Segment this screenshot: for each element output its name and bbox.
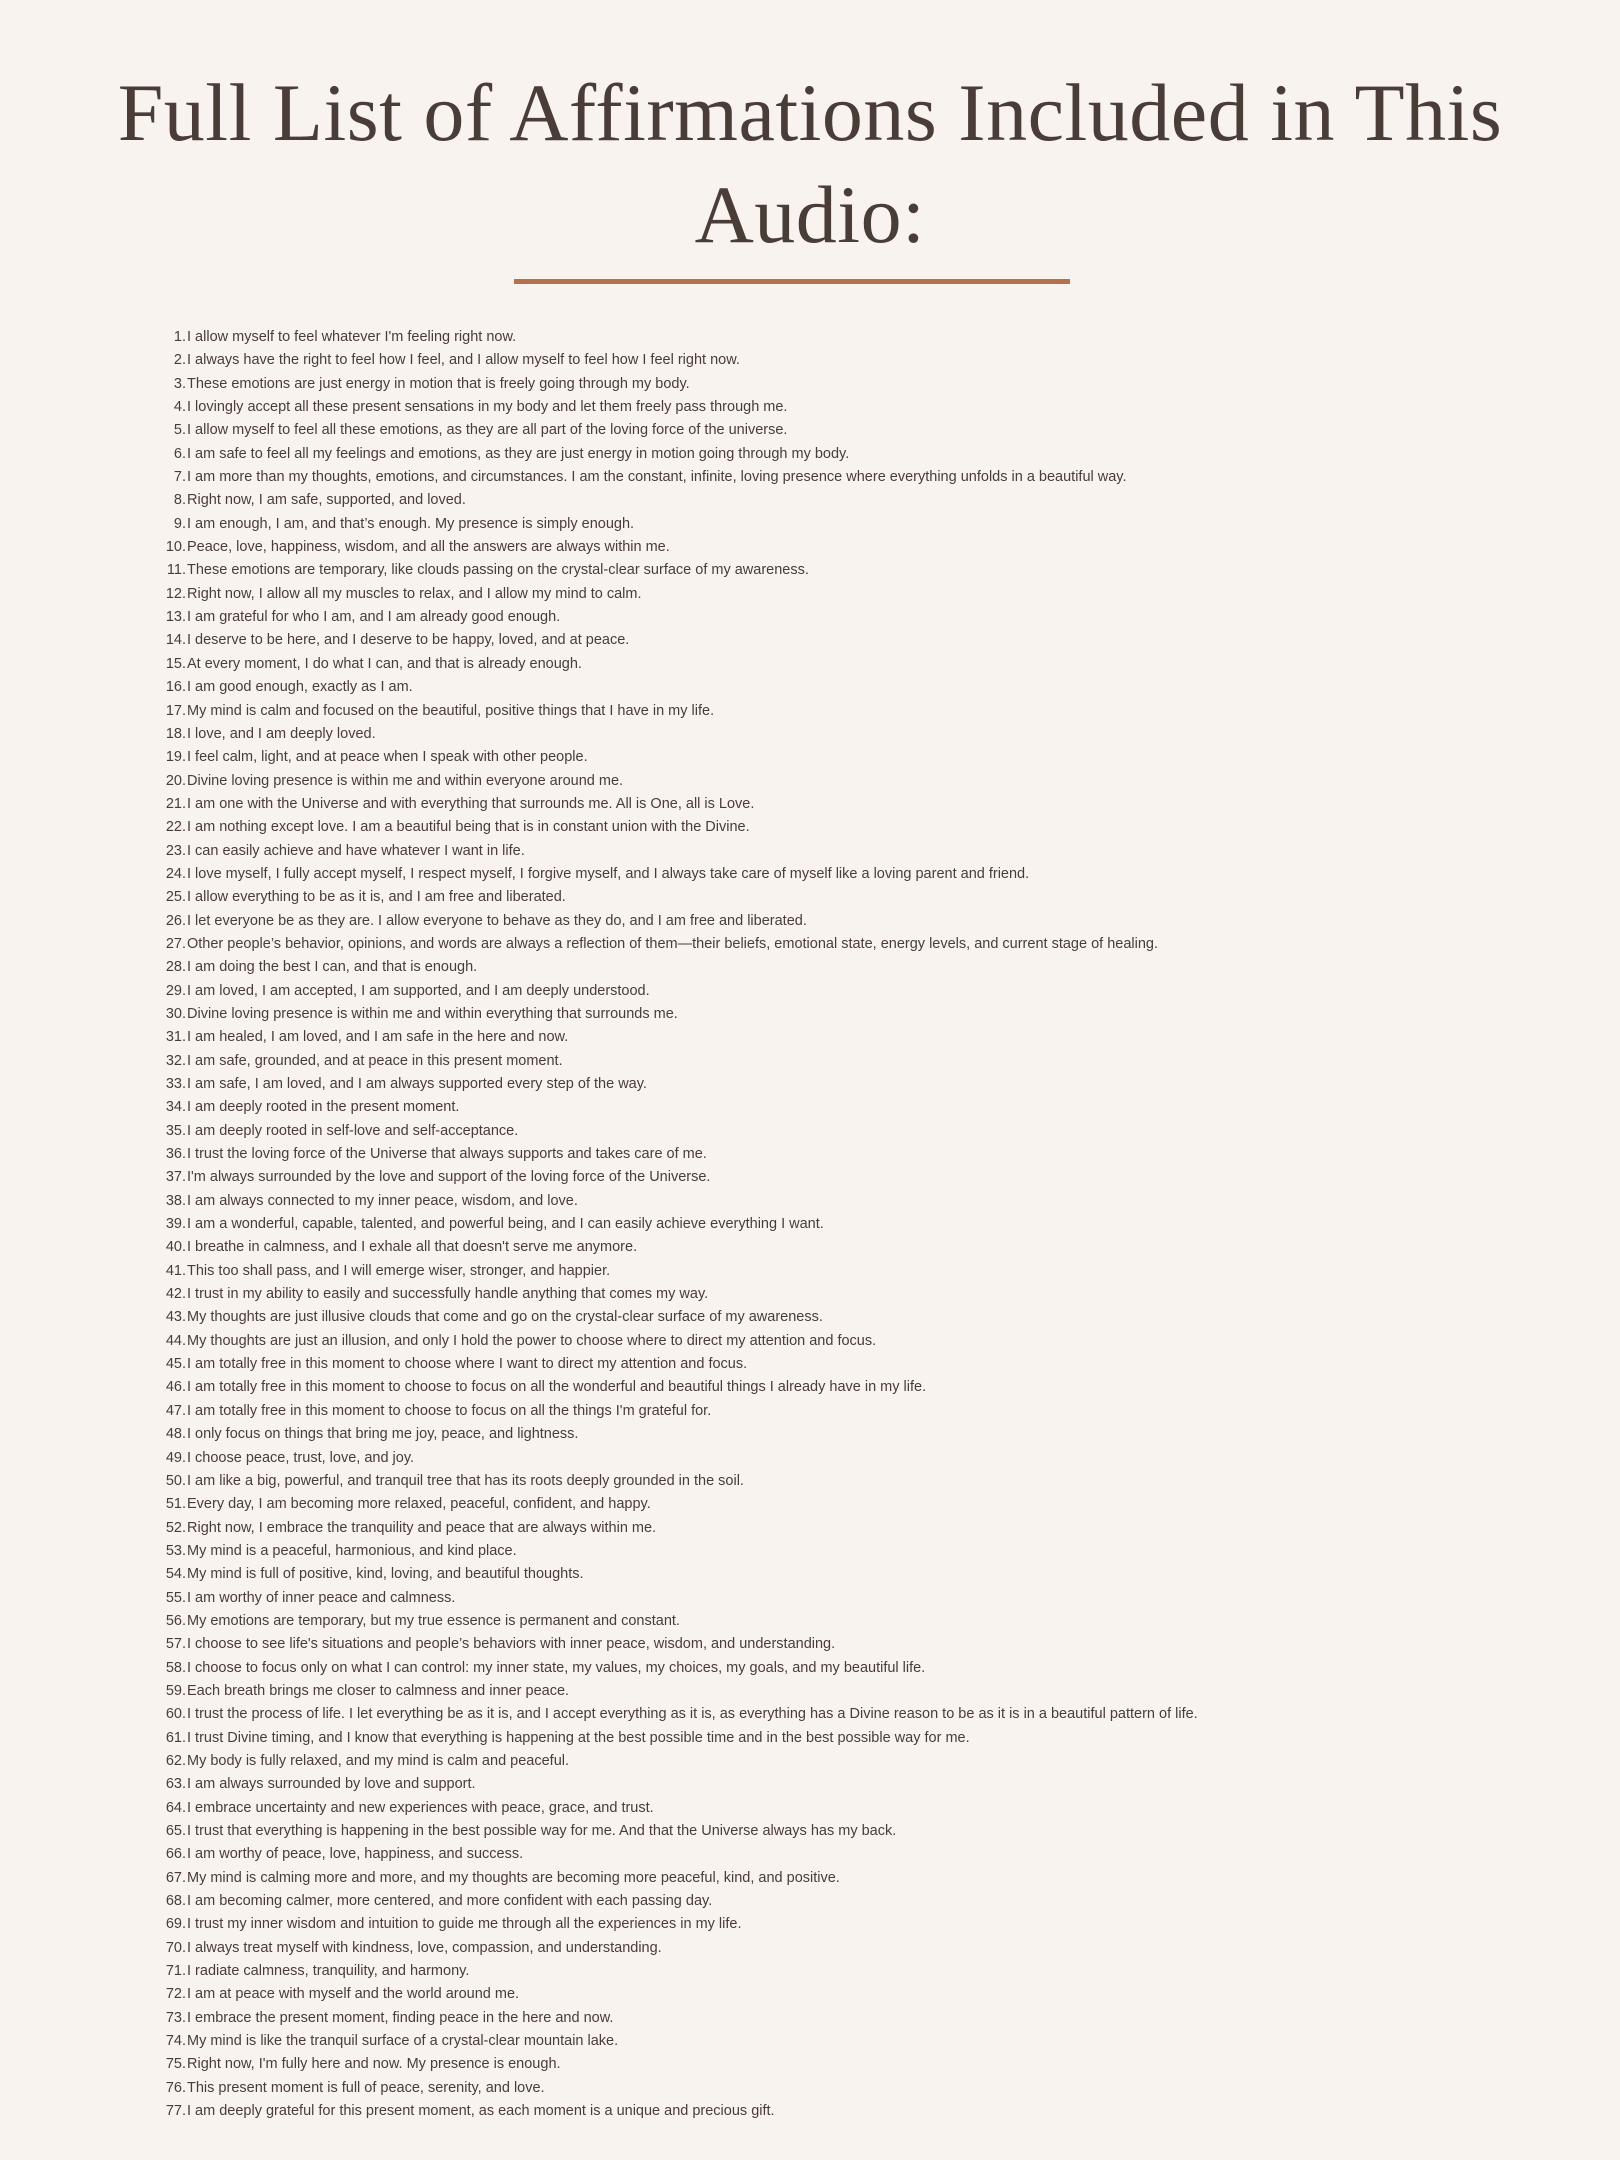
page-title: Full List of Affirmations Included in This Audio: (117, 67, 1503, 260)
affirmation-number: 16. (165, 679, 186, 696)
affirmation-number: 5. (173, 422, 186, 439)
affirmation-text: I trust Divine timing, and I know that everything is happening at the best possible time and in the best possible way for me. (187, 1729, 970, 1746)
affirmation-number: 48. (165, 1426, 186, 1443)
affirmation-text: Right now, I embrace the tranquility and peace that are always within me. (187, 1519, 657, 1536)
affirmation-text: I love, and I am deeply loved. (187, 725, 376, 742)
affirmation-text: This present moment is full of peace, serenity, and love. (187, 2079, 545, 2096)
affirmation-number: 3. (173, 375, 186, 392)
affirmation-text: I trust in my ability to easily and successfully handle anything that comes my way. (187, 1286, 709, 1303)
affirmation-text: Divine loving presence is within me and within everything that surrounds me. (187, 1005, 678, 1022)
affirmation-text: I trust the process of life. I let everything be as it is, and I accept everything as it is, as everything has a Divine reason to be as it is in a beautiful pattern of life. (187, 1706, 1198, 1723)
affirmation-number: 49. (165, 1449, 186, 1466)
affirmation-text: I am deeply rooted in self-love and self-acceptance. (187, 1122, 519, 1139)
affirmation-text: I choose to see life's situations and people’s behaviors with inner peace, wisdom, and understanding. (187, 1636, 836, 1653)
affirmation-text: I am deeply grateful for this present moment, as each moment is a unique and precious gift. (187, 2103, 775, 2120)
affirmation-text: I am always surrounded by love and support. (187, 1776, 476, 1793)
affirmation-number: 2. (173, 352, 186, 369)
affirmation-number: 72. (165, 1986, 186, 2003)
affirmation-number: 62. (165, 1752, 186, 1769)
affirmation-number: 60. (165, 1706, 186, 1723)
affirmation-text: I am safe, grounded, and at peace in this present moment. (187, 1052, 563, 1069)
affirmation-number: 52. (165, 1519, 186, 1536)
affirmation-text: I embrace uncertainty and new experiences with peace, grace, and trust. (187, 1799, 654, 1816)
affirmation-number: 74. (165, 2033, 186, 2050)
affirmation-number: 55. (165, 1589, 186, 1606)
affirmation-text: Peace, love, happiness, wisdom, and all the answers are always within me. (187, 539, 670, 556)
affirmation-number: 44. (165, 1332, 186, 1349)
affirmation-number: 45. (165, 1356, 186, 1373)
affirmation-number: 47. (165, 1402, 186, 1419)
affirmation-text: I breathe in calmness, and I exhale all that doesn't serve me anymore. (187, 1239, 638, 1256)
affirmation-number: 37. (165, 1169, 186, 1186)
affirmation-number: 18. (165, 725, 186, 742)
affirmation-text: I trust the loving force of the Universe that always supports and takes care of me. (187, 1146, 707, 1163)
affirmation-text: My mind is calming more and more, and my thoughts are becoming more peaceful, kind, and positive. (187, 1869, 840, 1886)
affirmation-number: 11. (166, 562, 186, 579)
affirmation-text: I am totally free in this moment to choose to focus on all the things I'm grateful for. (187, 1402, 712, 1419)
affirmation-text: My mind is a peaceful, harmonious, and kind place. (187, 1542, 517, 1559)
affirmation-text: I am safe to feel all my feelings and emotions, as they are just energy in motion going through my body. (187, 445, 850, 462)
affirmation-text: I feel calm, light, and at peace when I speak with other people. (187, 749, 588, 766)
affirmation-number: 56. (165, 1612, 186, 1629)
affirmation-text: My mind is full of positive, kind, loving, and beautiful thoughts. (187, 1566, 584, 1583)
affirmation-number: 54. (165, 1566, 186, 1583)
affirmation-text: I am doing the best I can, and that is enough. (187, 959, 478, 976)
affirmation-number: 6. (173, 445, 186, 462)
affirmation-text: Every day, I am becoming more relaxed, peaceful, confident, and happy. (187, 1496, 651, 1513)
affirmation-text: I always have the right to feel how I feel, and I allow myself to feel how I feel right now. (187, 352, 740, 369)
affirmation-number: 68. (165, 1893, 186, 1910)
affirmation-number: 35. (165, 1122, 186, 1139)
affirmation-number: 39. (165, 1216, 186, 1233)
affirmation-number: 9. (173, 515, 186, 532)
affirmation-number: 19. (165, 749, 186, 766)
affirmation-text: My mind is like the tranquil surface of a crystal-clear mountain lake. (187, 2033, 619, 2050)
affirmation-text: I am grateful for who I am, and I am already good enough. (187, 609, 561, 626)
affirmation-text: I deserve to be here, and I deserve to be happy, loved, and at peace. (187, 632, 630, 649)
affirmation-text: I allow myself to feel all these emotions, as they are all part of the loving force of the universe. (187, 422, 788, 439)
affirmation-text: I am good enough, exactly as I am. (187, 679, 413, 696)
affirmation-number: 8. (173, 492, 186, 509)
affirmation-text: This too shall pass, and I will emerge wiser, stronger, and happier. (187, 1262, 611, 1279)
affirmation-text: I embrace the present moment, finding peace in the here and now. (187, 2009, 614, 2026)
affirmation-text: I am more than my thoughts, emotions, and circumstances. I am the constant, infinite, loving presence where everything unfolds in a beautiful way. (187, 469, 1127, 486)
affirmation-number: 64. (165, 1799, 186, 1816)
affirmation-number: 65. (165, 1823, 186, 1839)
affirmation-number: 29. (165, 982, 186, 999)
affirmation-text: I love myself, I fully accept myself, I respect myself, I forgive myself, and I always take care of myself like a loving parent and friend. (187, 865, 1030, 882)
affirmation-number: 51. (165, 1496, 186, 1513)
affirmation-number: 63. (165, 1776, 186, 1793)
affirmation-text: These emotions are temporary, like clouds passing on the crystal-clear surface of my awareness. (187, 562, 809, 579)
affirmation-text: I can easily achieve and have whatever I want in life. (187, 842, 525, 859)
affirmation-number: 36. (165, 1146, 186, 1163)
affirmation-text: I allow everything to be as it is, and I am free and liberated. (187, 889, 566, 906)
affirmation-number: 28. (165, 959, 186, 976)
affirmation-text: Right now, I'm fully here and now. My presence is enough. (187, 2056, 561, 2073)
affirmation-text: I am a wonderful, capable, talented, and powerful being, and I can easily achieve everything I want. (187, 1216, 824, 1233)
affirmation-number: 73. (165, 2009, 186, 2026)
affirmation-number: 10. (165, 539, 186, 556)
affirmation-number: 20. (165, 772, 186, 789)
affirmation-number: 34. (165, 1099, 186, 1116)
affirmation-number: 26. (165, 912, 186, 929)
affirmation-text: I let everyone be as they are. I allow everyone to behave as they do, and I am free and liberated. (187, 912, 807, 929)
affirmation-text: I'm always surrounded by the love and support of the loving force of the Universe. (187, 1169, 711, 1186)
affirmation-text: I am nothing except love. I am a beautiful being that is in constant union with the Divine. (187, 819, 750, 836)
affirmation-number: 1. (173, 329, 186, 345)
affirmation-number: 66. (165, 1846, 186, 1863)
affirmation-number: 24. (165, 865, 186, 882)
affirmation-number: 57. (165, 1636, 186, 1653)
affirmation-text: These emotions are just energy in motion that is freely going through my body. (187, 375, 690, 392)
affirmation-text: I am becoming calmer, more centered, and more confident with each passing day. (187, 1893, 713, 1910)
affirmation-number: 70. (165, 1939, 186, 1956)
affirmation-text: My emotions are temporary, but my true essence is permanent and constant. (187, 1612, 680, 1629)
affirmation-number: 71. (165, 1963, 186, 1980)
affirmation-text: My body is fully relaxed, and my mind is calm and peaceful. (187, 1752, 570, 1769)
affirmation-number: 58. (165, 1659, 186, 1676)
affirmation-text: I only focus on things that bring me joy, peace, and lightness. (187, 1426, 579, 1443)
affirmation-number: 40. (165, 1239, 186, 1256)
affirmation-text: I lovingly accept all these present sensations in my body and let them freely pass through me. (187, 399, 788, 416)
affirmation-text: Each breath brings me closer to calmness and inner peace. (187, 1682, 570, 1699)
title-underline (514, 279, 1070, 284)
affirmation-number: 33. (165, 1076, 186, 1092)
affirmation-text: I am worthy of peace, love, happiness, and success. (187, 1846, 524, 1863)
affirmation-text: My thoughts are just illusive clouds that come and go on the crystal-clear surface of my awareness. (187, 1309, 823, 1326)
affirmation-text: I radiate calmness, tranquility, and harmony. (187, 1963, 470, 1980)
affirmation-text: Other people’s behavior, opinions, and words are always a reflection of them—their beliefs, emotional state, energy levels, and current stage of healing. (187, 935, 1158, 952)
affirmation-number: 77. (165, 2103, 186, 2120)
affirmation-text: At every moment, I do what I can, and that is already enough. (187, 655, 582, 672)
affirmation-number: 32. (165, 1052, 186, 1069)
affirmation-number: 69. (165, 1916, 186, 1933)
affirmation-text: My mind is calm and focused on the beautiful, positive things that I have in my life. (187, 702, 715, 719)
affirmation-text: I am like a big, powerful, and tranquil tree that has its roots deeply grounded in the soil. (187, 1472, 744, 1489)
affirmation-number: 4. (173, 399, 186, 416)
affirmation-number: 53. (165, 1542, 186, 1559)
affirmation-number: 14. (165, 632, 186, 649)
affirmation-number: 43. (165, 1309, 186, 1326)
affirmation-number: 7. (173, 469, 186, 486)
affirmation-text: I allow myself to feel whatever I'm feeling right now. (187, 329, 517, 345)
affirmation-number: 23. (165, 842, 186, 859)
affirmation-text: My thoughts are just an illusion, and only I hold the power to choose where to direct my attention and focus. (187, 1332, 877, 1349)
affirmation-text: Divine loving presence is within me and within everyone around me. (187, 772, 624, 789)
affirmation-text: Right now, I am safe, supported, and loved. (187, 492, 466, 509)
affirmation-number: 38. (165, 1192, 186, 1209)
affirmation-text: I am safe, I am loved, and I am always supported every step of the way. (187, 1076, 647, 1092)
affirmation-number: 15. (165, 655, 186, 672)
affirmation-text: I am worthy of inner peace and calmness. (187, 1589, 456, 1606)
affirmation-number: 30. (165, 1005, 186, 1022)
affirmation-text: I am deeply rooted in the present moment. (187, 1099, 460, 1116)
affirmation-text: I am one with the Universe and with everything that surrounds me. All is One, all is Love. (187, 795, 755, 812)
affirmation-text: I always treat myself with kindness, love, compassion, and understanding. (187, 1939, 662, 1956)
affirmation-text: I am enough, I am, and that’s enough. My presence is simply enough. (187, 515, 635, 532)
affirmation-text: I choose to focus only on what I can control: my inner state, my values, my choices, my goals, and my beautiful life. (187, 1659, 926, 1676)
affirmation-number: 12. (165, 585, 186, 602)
affirmation-number: 31. (165, 1029, 186, 1046)
affirmation-number: 41. (165, 1262, 186, 1279)
affirmation-text: I am healed, I am loved, and I am safe in the here and now. (187, 1029, 569, 1046)
affirmation-number: 50. (165, 1472, 186, 1489)
affirmation-number: 17. (165, 702, 186, 719)
affirmation-number: 27. (165, 935, 186, 952)
affirmation-number: 25. (165, 889, 186, 906)
affirmation-number: 22. (165, 819, 186, 836)
affirmation-text: I am loved, I am accepted, I am supported, and I am deeply understood. (187, 982, 650, 999)
affirmation-text: I am totally free in this moment to choose to focus on all the wonderful and beautiful things I already have in my life. (187, 1379, 927, 1396)
affirmation-text: I am at peace with myself and the world around me. (187, 1986, 520, 2003)
affirmation-number: 75. (165, 2056, 186, 2073)
affirmation-number: 46. (165, 1379, 186, 1396)
affirmation-number: 61. (165, 1729, 186, 1746)
affirmation-number: 59. (165, 1682, 186, 1699)
affirmation-number: 67. (165, 1869, 186, 1886)
affirmation-number: 42. (165, 1286, 186, 1303)
affirmation-text: I choose peace, trust, love, and joy. (187, 1449, 415, 1466)
affirmation-text: Right now, I allow all my muscles to relax, and I allow my mind to calm. (187, 585, 642, 602)
affirmation-number: 76. (165, 2079, 186, 2096)
affirmation-text: I am totally free in this moment to choose where I want to direct my attention and focus. (187, 1356, 748, 1373)
affirmation-text: I am always connected to my inner peace, wisdom, and love. (187, 1192, 578, 1209)
affirmation-text: I trust my inner wisdom and intuition to guide me through all the experiences in my life. (187, 1916, 742, 1933)
affirmation-number: 21. (165, 795, 186, 812)
affirmation-text: I trust that everything is happening in the best possible way for me. And that the Universe always has my back. (187, 1823, 897, 1839)
affirmation-number: 13. (165, 609, 186, 626)
